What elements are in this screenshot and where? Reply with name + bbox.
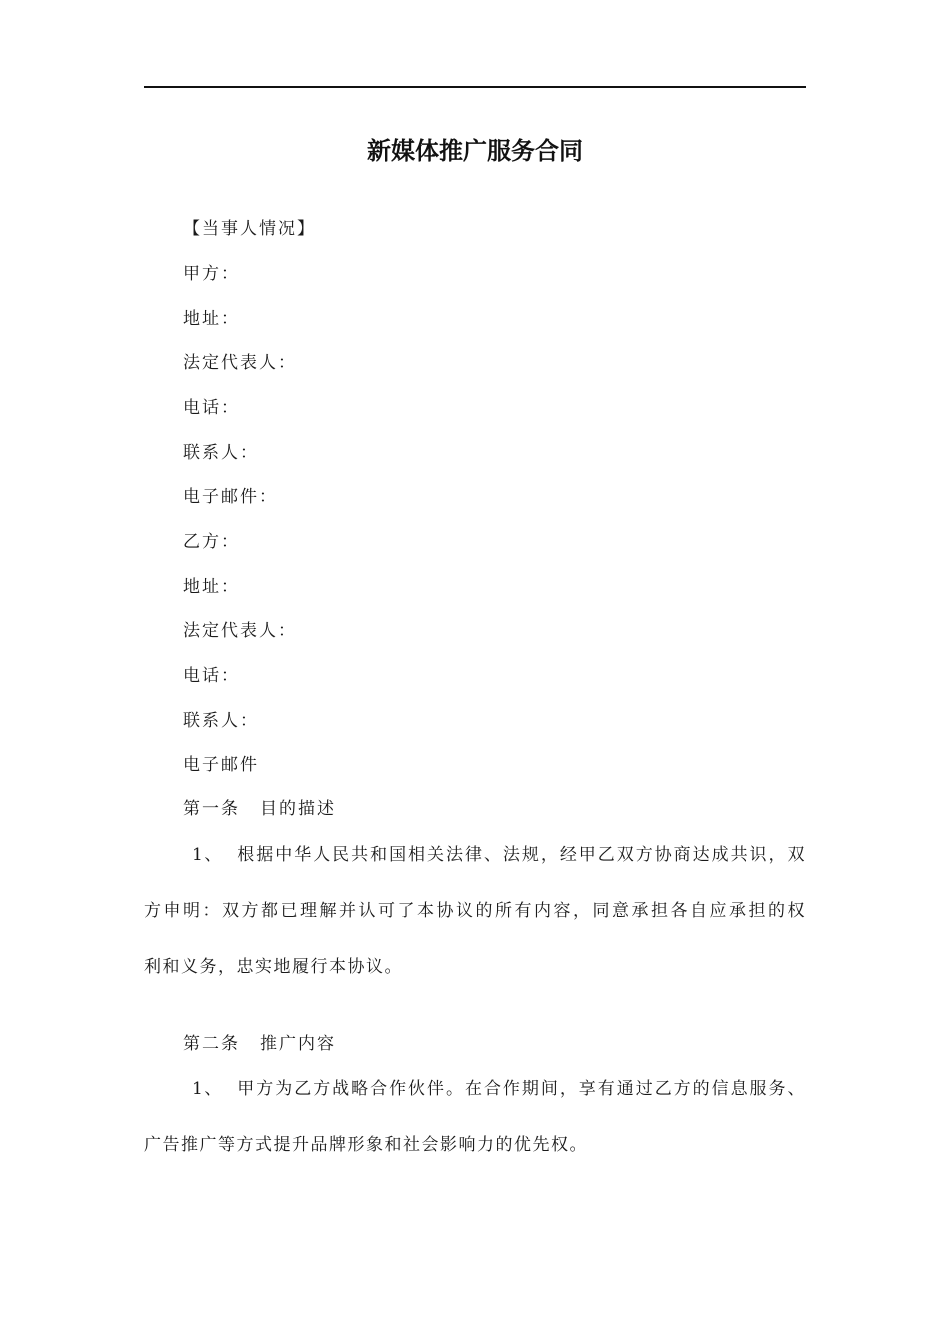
article-2-heading	[183, 1032, 336, 1056]
party-a-address-label: 地址：	[183, 309, 240, 329]
article-2-title: 推广内容	[260, 1034, 336, 1054]
article-1-title: 目的描述	[260, 799, 336, 819]
party-a-name-label: 甲方：	[183, 264, 240, 284]
article-1-clause-1-line-1	[144, 843, 806, 867]
article-2-clause-1	[144, 1077, 806, 1157]
article-1-clause-1-line-2: 方申明：双方都已理解并认可了本协议的所有内容，同意承担各自应承担的权	[144, 901, 806, 921]
article-2-clause-1-line-1-text: 甲方为乙方战略合作伙伴。在合作期间，享有通过乙方的信息服务、	[236, 1079, 806, 1099]
party-b-phone-label: 电话：	[183, 666, 240, 686]
party-b-email-label: 电子邮件	[183, 755, 259, 775]
document-title: 新媒体推广服务合同	[367, 137, 583, 165]
article-1-number: 第一条	[183, 799, 240, 819]
header-rule	[144, 86, 806, 88]
party-b-legal-rep-label: 法定代表人：	[183, 621, 297, 641]
article-1-clause-1	[144, 843, 806, 979]
article-2-clause-1-line-2: 广告推广等方式提升品牌形象和社会影响力的优先权。	[144, 1135, 588, 1155]
party-a-contact-label: 联系人：	[183, 443, 259, 463]
article-2-clause-1-line-1	[144, 1077, 806, 1101]
article-1-clause-1-line-3: 利和义务，忠实地履行本协议。	[144, 957, 403, 977]
article-1-heading	[183, 797, 336, 821]
party-b-name-label: 乙方：	[183, 532, 240, 552]
party-b-contact-label: 联系人：	[183, 711, 259, 731]
party-a-email-label: 电子邮件：	[183, 487, 278, 507]
section-header-parties: 【当事人情况】	[183, 219, 316, 239]
article-1-clause-1-line-1-text: 根据中华人民共和国相关法律、法规，经甲乙双方协商达成共识，双	[236, 845, 806, 865]
article-2-number: 第二条	[183, 1034, 240, 1054]
party-a-phone-label: 电话：	[183, 398, 240, 418]
article-1-clause-1-lead: 1、	[192, 845, 223, 865]
article-2-clause-1-lead: 1、	[192, 1079, 223, 1099]
party-b-address-label: 地址：	[183, 577, 240, 597]
party-a-legal-rep-label: 法定代表人：	[183, 353, 297, 373]
